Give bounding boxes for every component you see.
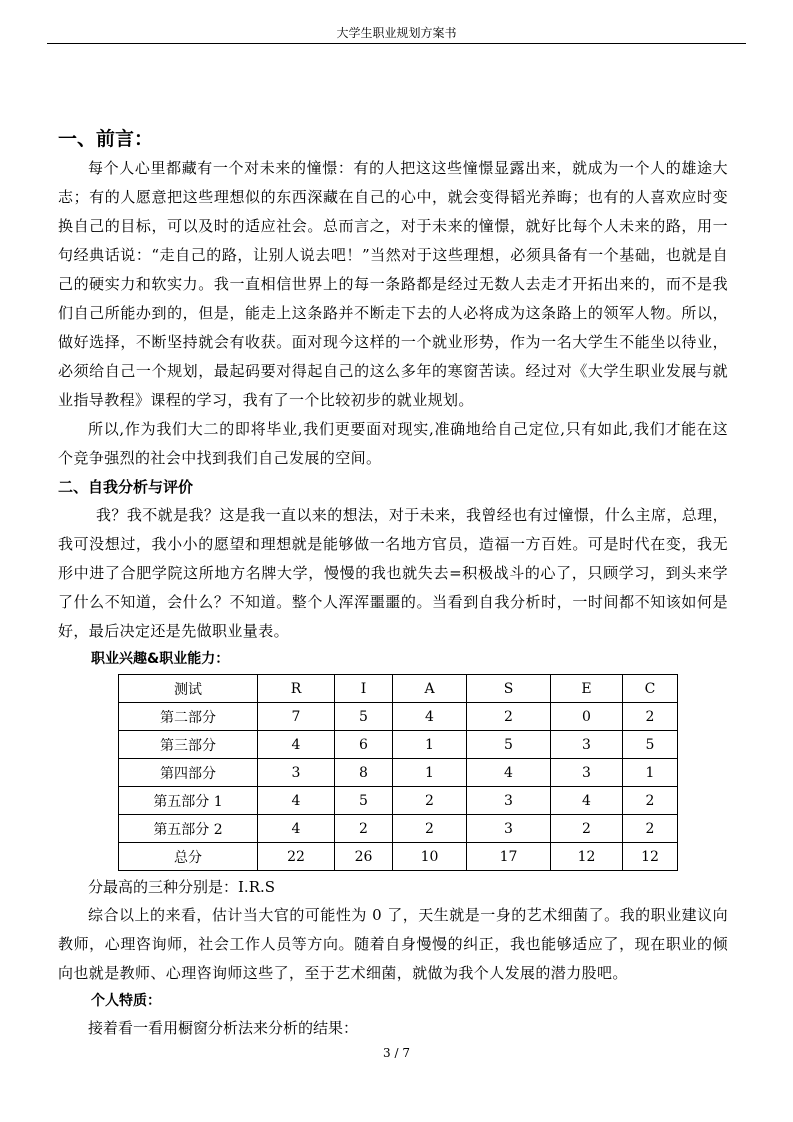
table-cell: 5 xyxy=(623,731,678,759)
table-cell: 2 xyxy=(467,703,551,731)
table-cell: 3 xyxy=(258,759,335,787)
table-cell: 8 xyxy=(335,759,393,787)
table-cell: 6 xyxy=(335,731,393,759)
table-row xyxy=(119,703,678,731)
table-header-cell: I xyxy=(335,675,393,703)
table-header-row xyxy=(119,675,678,703)
self-analysis-paragraph-1: 我？我不就是我？这是我一直以来的想法，对于未来，我曾经也有过憧憬，什么主席，总理，我可没想过，我小小的愿望和理想就是能够做一名地方官员，造福一方百姓。可是时代在变，我无形中进了合肥学院这所地方名牌大学，慢慢的我也就失去=积极战斗的心了，只顾学习，到头来学了什么不知道，会什么？不知道。整个人浑浑噩噩的。当看到自我分析时，一时间都不知该如何是好，最后决定还是先做职业量表。 xyxy=(58,506,728,640)
table-cell: 17 xyxy=(467,843,551,871)
table-header-cell: C xyxy=(623,675,678,703)
table-cell: 7 xyxy=(258,703,335,731)
table-cell: 2 xyxy=(551,815,623,843)
table-cell: 第五部分 1 xyxy=(119,787,258,815)
subheading-personal-traits: 个人特质： xyxy=(91,993,161,1009)
table-cell: 3 xyxy=(467,815,551,843)
table-cell: 4 xyxy=(258,815,335,843)
table-row xyxy=(119,731,678,759)
header-divider xyxy=(47,43,746,44)
preface-paragraph-2: 所以,作为我们大二的即将毕业,我们更要面对现实,准确地给自己定位,只有如此,我们才能在这个竞争强烈的社会中找到我们自己发展的空间。 xyxy=(58,420,728,467)
table-cell: 3 xyxy=(551,759,623,787)
table-cell: 26 xyxy=(335,843,393,871)
table-cell: 5 xyxy=(335,787,393,815)
table-cell: 1 xyxy=(393,731,467,759)
table-cell: 4 xyxy=(467,759,551,787)
table-cell: 4 xyxy=(258,787,335,815)
header-title: 大学生职业规划方案书 xyxy=(336,26,457,40)
table-header-cell: E xyxy=(551,675,623,703)
table-cell: 12 xyxy=(551,843,623,871)
table-cell: 4 xyxy=(551,787,623,815)
table-cell: 4 xyxy=(258,731,335,759)
table-cell: 第四部分 xyxy=(119,759,258,787)
table-cell: 2 xyxy=(623,815,678,843)
document-body xyxy=(58,124,728,1042)
table-cell: 10 xyxy=(393,843,467,871)
window-analysis-intro: 接着看一看用橱窗分析法来分析的结果： xyxy=(88,1019,359,1037)
table-cell: 4 xyxy=(393,703,467,731)
self-analysis-paragraph-2: 综合以上的来看，估计当大官的可能性为 0 了，天生就是一身的艺术细菌了。我的职业建议向教师，心理咨询师，社会工作人员等方向。随着自身慢慢的纠正，我也能够适应了，现在职业的倾向也就是教师、心理咨询师这些了，至于艺术细菌，就做为我个人发展的潜力股吧。 xyxy=(58,906,728,982)
table-row xyxy=(119,759,678,787)
table-cell: 22 xyxy=(258,843,335,871)
table-cell: 0 xyxy=(551,703,623,731)
table-header-cell: R xyxy=(258,675,335,703)
section-title-preface: 一、前言： xyxy=(58,128,154,150)
table-header-cell: A xyxy=(393,675,467,703)
table-cell: 1 xyxy=(623,759,678,787)
table-cell: 5 xyxy=(335,703,393,731)
career-test-table xyxy=(118,674,678,871)
table-cell: 3 xyxy=(551,731,623,759)
table-header-cell: S xyxy=(467,675,551,703)
table-row xyxy=(119,815,678,843)
section-title-self-analysis: 二、自我分析与评价 xyxy=(58,478,194,496)
page-number: 3 / 7 xyxy=(383,1046,410,1060)
table-cell: 2 xyxy=(393,787,467,815)
table-cell: 2 xyxy=(623,787,678,815)
top-three-summary: 分最高的三种分别是：I.R.S xyxy=(88,878,276,896)
table-cell: 5 xyxy=(467,731,551,759)
table-cell: 12 xyxy=(623,843,678,871)
table-total-row xyxy=(119,843,678,871)
preface-paragraph-1: 每个人心里都藏有一个对未来的憧憬：有的人把这这些憧憬显露出来，就成为一个人的雄途大志；有的人愿意把这些理想似的东西深藏在自己的心中，就会变得韬光养晦；也有的人喜欢应时变换自己的目标，可以及时的适应社会。总而言之，对于未来的憧憬，就好比每个人未来的路，用一句经典话说：“走自己的路，让别人说去吧！”当然对于这些理想，必须具备有一个基础，也就是自己的硬实力和软实力。我一直相信世界上的每一条路都是经过无数人去走才开拓出来的，而不是我们自己所能办到的，但是，能走上这条路并不断走下去的人必将成为这条路上的领军人物。所以，做好选择，不断坚持就会有收获。面对现今这样的一个就业形势，作为一名大学生不能坐以待业，必须给自己一个规划，最起码要对得起自己的这么多年的寒窗苦读。经过对《大学生职业发展与就业指导教程》课程的学习，我有了一个比较初步的就业规划。 xyxy=(58,159,728,409)
table-cell: 2 xyxy=(393,815,467,843)
table-header-cell: 测试 xyxy=(119,675,258,703)
subheading-interest-ability: 职业兴趣&职业能力： xyxy=(91,651,230,667)
table-cell: 1 xyxy=(393,759,467,787)
table-cell: 2 xyxy=(335,815,393,843)
table-cell: 第二部分 xyxy=(119,703,258,731)
table-cell: 第五部分 2 xyxy=(119,815,258,843)
table-row xyxy=(119,787,678,815)
table-cell: 第三部分 xyxy=(119,731,258,759)
table-cell: 3 xyxy=(467,787,551,815)
table-cell: 总分 xyxy=(119,843,258,871)
table-cell: 2 xyxy=(623,703,678,731)
